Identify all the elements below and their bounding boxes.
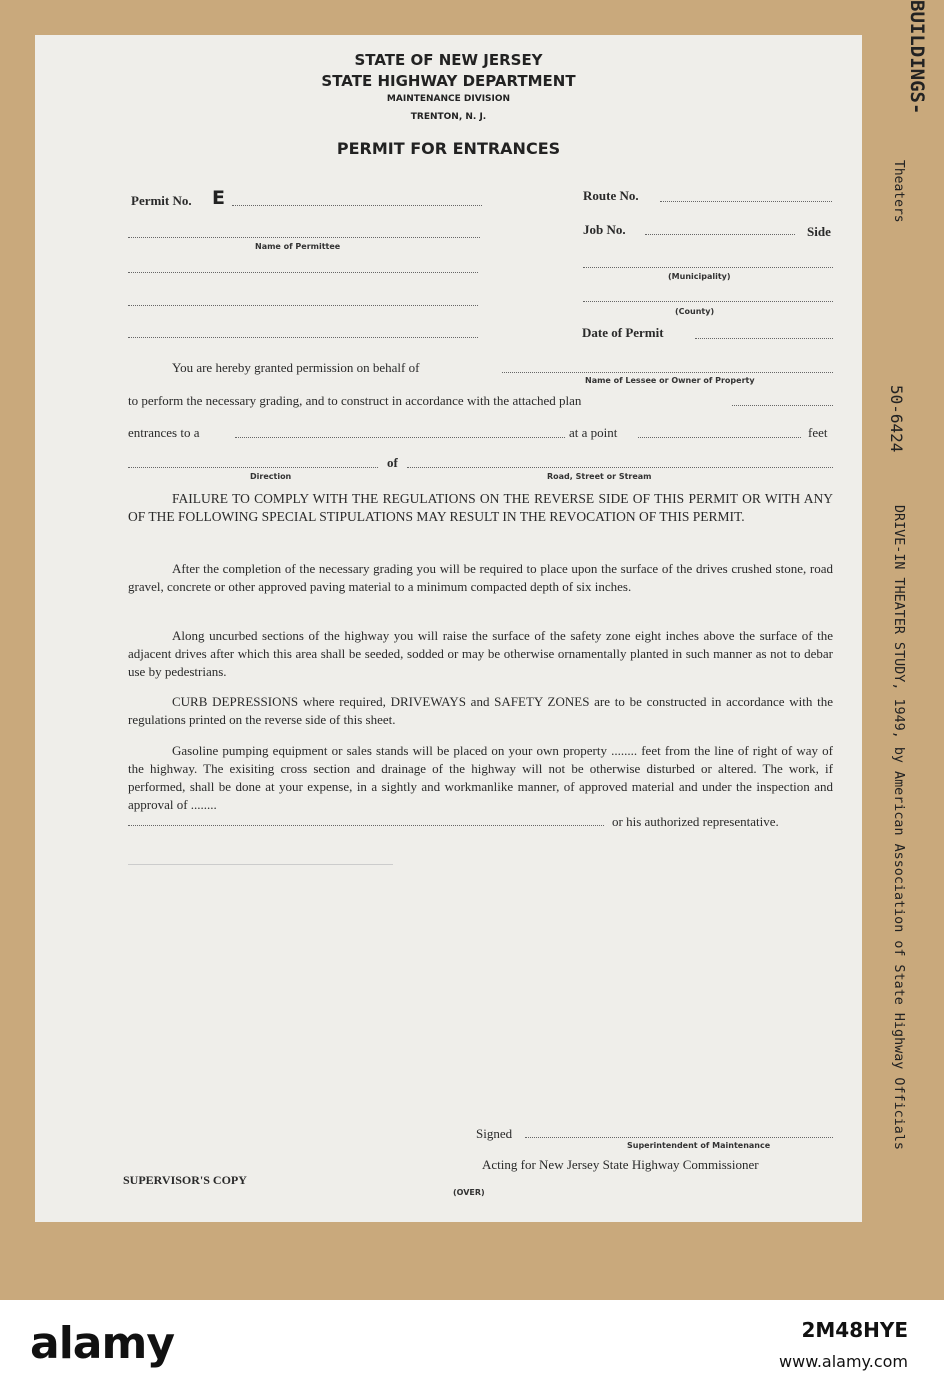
divider bbox=[128, 864, 393, 865]
job-no-label: Job No. bbox=[583, 222, 626, 237]
image-id: 2M48HYE bbox=[801, 1318, 908, 1342]
road-caption: Road, Street or Stream bbox=[547, 472, 652, 481]
paragraph-paving: After the completion of the necessary grading you will be required to place upon the surface of the drives crushed stone, road gravel, concrete or other approved paving material to a minimum compacted depth of six inches. bbox=[128, 561, 833, 594]
over-label: (OVER) bbox=[453, 1188, 485, 1197]
inspector-field[interactable] bbox=[128, 825, 604, 826]
permit-prefix: E bbox=[212, 187, 225, 209]
route-no-label: Route No. bbox=[583, 188, 639, 203]
grant-line-3c: feet bbox=[808, 425, 828, 440]
paragraph-safety-zone: Along uncurbed sections of the highway you will raise the surface of the safety zone eight inches above the surface of the adjacent drives after which this area shall be seeded, sodded or may be otherwise ornamentally planted in such manner as not to debar use by pedestrians. bbox=[128, 628, 833, 679]
signature-caption: Superintendent of Maintenance bbox=[627, 1141, 771, 1150]
permittee-name-field[interactable] bbox=[128, 237, 480, 238]
job-no-field[interactable] bbox=[645, 234, 795, 235]
grant-line-2: to perform the necessary grading, and to construct in accordance with the attached plan bbox=[128, 393, 582, 408]
municipality-field[interactable] bbox=[583, 267, 833, 268]
side-theaters: Theaters bbox=[891, 160, 906, 223]
grant-line-3a: entrances to a bbox=[128, 425, 200, 440]
direction-caption: Direction bbox=[250, 472, 292, 481]
signature-field[interactable] bbox=[525, 1137, 833, 1138]
stock-url[interactable]: www.alamy.com bbox=[779, 1352, 908, 1371]
form-title: PERMIT FOR ENTRANCES bbox=[336, 139, 561, 158]
permittee-caption: Name of Permittee bbox=[255, 242, 341, 251]
permittee-line-2[interactable] bbox=[128, 272, 478, 273]
lessee-caption: Name of Lessee or Owner of Property bbox=[585, 376, 755, 385]
road-field[interactable] bbox=[407, 467, 833, 468]
route-no-field[interactable] bbox=[660, 201, 832, 202]
paragraph-gasoline: Gasoline pumping equipment or sales stands will be placed on your own property ........ feet from the line of right of way of the highway. The exisiting cross section and drainage of the highway will not be otherwise disturbed or altered. The work, if performed, shall be done at your expense, in a sightly and workmanlike manner, of approved material and under the inspection and approval of ........ bbox=[128, 743, 833, 812]
side-study: DRIVE-IN THEATER STUDY, 1949, by American Association of State Highway Officials bbox=[891, 505, 906, 1150]
permit-no-field[interactable] bbox=[232, 205, 482, 206]
county-field[interactable] bbox=[583, 301, 833, 302]
acting-text: Acting for New Jersey State Highway Commissioner bbox=[482, 1157, 759, 1172]
header-city: TRENTON, N. J. bbox=[410, 112, 487, 122]
point-feet-field[interactable] bbox=[638, 437, 801, 438]
entrances-field[interactable] bbox=[235, 437, 565, 438]
permit-no-label: Permit No. bbox=[131, 193, 192, 208]
plan-field[interactable] bbox=[732, 405, 833, 406]
lessee-field[interactable] bbox=[502, 372, 833, 373]
header-state: STATE OF NEW JERSEY bbox=[354, 51, 543, 69]
closing-text: or his authorized representative. bbox=[612, 814, 779, 829]
header-department: STATE HIGHWAY DEPARTMENT bbox=[321, 72, 576, 90]
signed-label: Signed bbox=[476, 1126, 513, 1141]
of-label: of bbox=[387, 455, 398, 470]
paragraph-curb: CURB DEPRESSIONS where required, DRIVEWAYS and SAFETY ZONES are to be constructed in accordance with the regulations printed on the reverse side of this sheet. bbox=[128, 694, 833, 727]
alamy-logo: alamy bbox=[30, 1318, 174, 1369]
side-label: Side bbox=[807, 224, 831, 239]
permittee-line-4[interactable] bbox=[128, 337, 478, 338]
supervisors-copy: SUPERVISOR'S COPY bbox=[123, 1173, 247, 1187]
date-of-permit-field[interactable] bbox=[695, 338, 833, 339]
municipality-caption: (Municipality) bbox=[668, 272, 731, 281]
county-caption: (County) bbox=[675, 307, 715, 316]
paragraph-failure: FAILURE TO COMPLY WITH THE REGULATIONS ON THE REVERSE SIDE OF THIS PERMIT OR WITH ANY OF THE FOLLOWING SPECIAL STIPULATIONS MAY RESULT IN THE REVOCATION OF THIS PERMIT. bbox=[128, 491, 833, 524]
header-division: MAINTENANCE DIVISION bbox=[386, 94, 511, 104]
grant-line-1: You are hereby granted permission on behalf of bbox=[172, 360, 420, 375]
permit-form bbox=[35, 35, 862, 1222]
side-number: 50-6424 bbox=[887, 385, 906, 453]
side-buildings: BUILDINGS- bbox=[906, 0, 928, 115]
permittee-line-3[interactable] bbox=[128, 305, 478, 306]
direction-field[interactable] bbox=[128, 467, 378, 468]
date-of-permit-label: Date of Permit bbox=[582, 325, 664, 340]
grant-line-3b: at a point bbox=[569, 425, 618, 440]
